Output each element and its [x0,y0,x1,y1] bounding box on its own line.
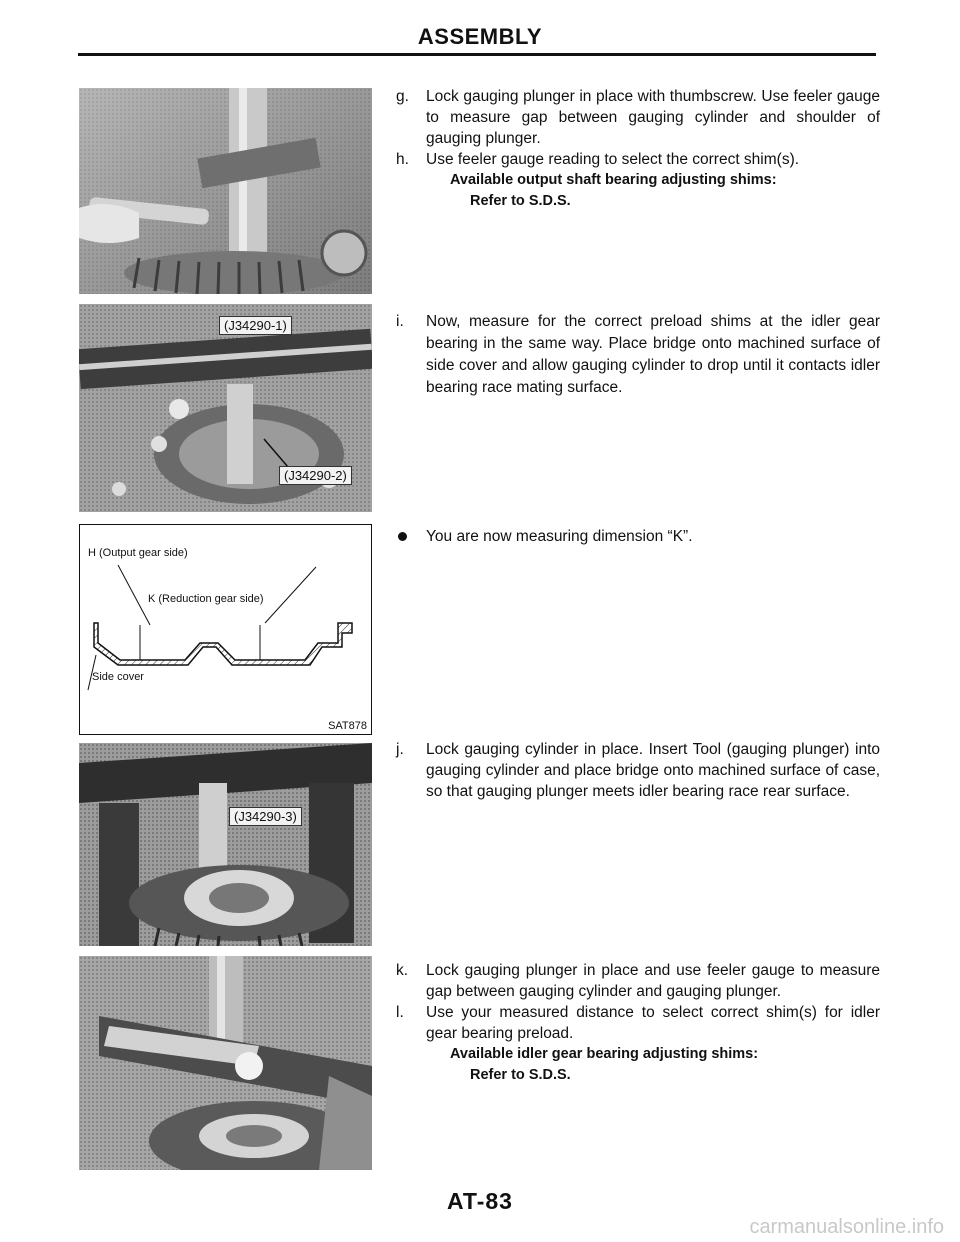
tool-label-j34290-1: (J34290-1) [219,316,292,335]
page-title: ASSEMBLY [417,24,543,49]
label-h-output-gear-side: H (Output gear side) [88,547,188,559]
step-h [396,149,880,212]
step-l-text: Use your measured distance to select correct shim(s) for idler gear bearing preload. [426,1004,880,1042]
photo-side-cover-tools [79,304,372,512]
header-rule [78,53,876,56]
step-j [396,739,880,802]
step-h-label: h. [396,151,409,168]
step-k-text: Lock gauging plunger in place and use feeler gauge to measure gap between gauging cylinder and gauging plunger. [426,962,880,1000]
step-l-label: l. [396,1004,404,1021]
step-g-text: Lock gauging plunger in place with thumbscrew. Use feeler gauge to measure gap between gauging cylinder and shoulder of gauging plunger. [426,88,880,147]
step-i [396,311,880,399]
section-bullet-k [396,526,880,547]
step-i-label: i. [396,313,404,330]
step-g-label: g. [396,88,409,105]
section-j [396,739,880,802]
photo-idler-gear-measurement [79,956,372,1170]
step-j-label: j. [396,741,404,758]
diagram-code: SAT878 [328,720,367,732]
tool-label-j34290-2: (J34290-2) [279,466,352,485]
photo-feeler-gauge-measurement [79,88,372,294]
step-h-sds-ref: Refer to S.D.S. [470,193,571,209]
step-h-text: Use feeler gauge reading to select the correct shim(s). [426,151,800,168]
section-g-h [396,86,880,212]
bullet-dimension-k [396,526,880,547]
step-g [396,86,880,149]
step-k-label: k. [396,962,409,979]
label-side-cover: Side cover [92,671,144,683]
section-k-l [396,960,880,1086]
step-j-text: Lock gauging cylinder in place. Insert Tool (gauging plunger) into gauging cylinder and place bridge onto machined surface of case, so that gauging plunger meets idler bearing race rear surface. [426,741,880,800]
photo-case-tool-j34290-3 [79,743,372,946]
section-i [396,311,880,399]
tool-label-j34290-3: (J34290-3) [229,807,302,826]
step-h-shims-heading: Available output shaft bearing adjusting shims: [450,172,777,188]
label-k-reduction-gear-side: K (Reduction gear side) [148,593,264,605]
bullet-icon [398,532,407,541]
step-l-shims-heading: Available idler gear bearing adjusting shims: [450,1046,759,1062]
step-l [396,1002,880,1086]
page-number: AT-83 [447,1188,513,1214]
step-l-sds-ref: Refer to S.D.S. [470,1067,571,1083]
step-k [396,960,880,1002]
step-i-text: Now, measure for the correct preload shims at the idler gear bearing in the same way. Place bridge onto machined surface of side cover and allow gauging cylinder to drop until it contacts idler bearing race mating surface. [426,313,880,396]
bullet-dimension-k-text: You are now measuring dimension “K”. [426,528,693,545]
shim-dimension-diagram [79,524,372,735]
watermark: carmanualsonline.info [749,1216,944,1238]
